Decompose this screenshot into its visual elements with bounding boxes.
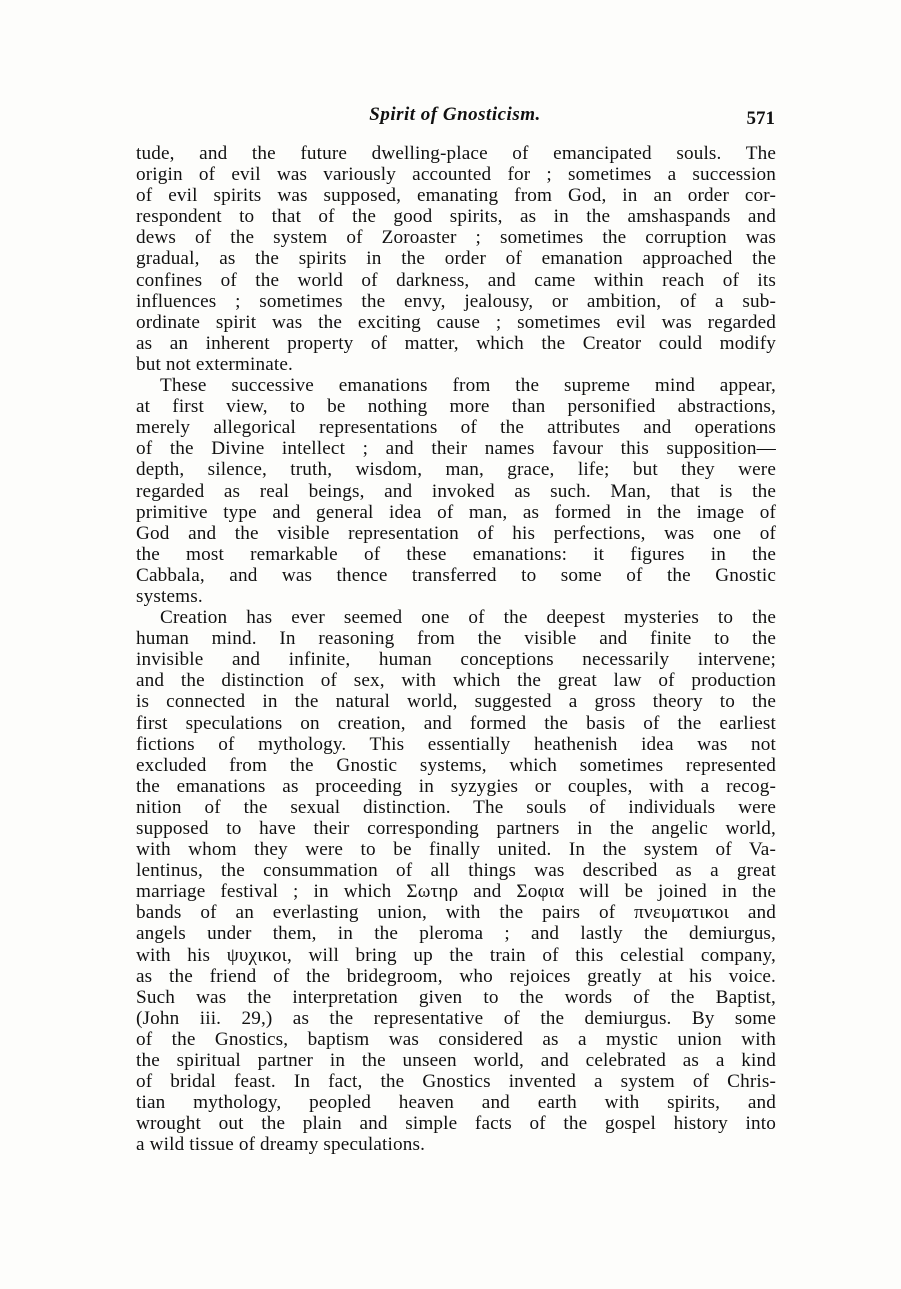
text-line: of evil spirits was supposed, emanating from God, in an order cor- bbox=[136, 185, 776, 207]
text-line: the most remarkable of these emanations: it figures in the bbox=[136, 543, 776, 565]
text-line: human mind. In reasoning from the visible and finite to the bbox=[136, 628, 776, 650]
text-line: influences ; sometimes the envy, jealousy, or ambition, of a sub- bbox=[136, 290, 776, 312]
text-line: nition of the sexual distinction. The souls of individuals were bbox=[136, 796, 776, 818]
text-line: first speculations on creation, and formed the basis of the earliest bbox=[136, 712, 776, 734]
text-line: as the friend of the bridegroom, who rejoices greatly at his voice. bbox=[136, 965, 776, 987]
text-line: ordinate spirit was the exciting cause ; sometimes evil was regarded bbox=[136, 311, 776, 333]
text-line: God and the visible representation of his perfections, was one of bbox=[136, 522, 776, 544]
text-line: at first view, to be nothing more than personified abstractions, bbox=[136, 396, 776, 418]
text-line: of the Gnostics, baptism was considered as a mystic union with bbox=[136, 1028, 776, 1050]
text-line: systems. bbox=[136, 585, 203, 607]
text-line: tian mythology, peopled heaven and earth with spirits, and bbox=[136, 1092, 776, 1114]
text-line: regarded as real beings, and invoked as such. Man, that is the bbox=[136, 480, 776, 502]
text-line: (John iii. 29,) as the representative of the demiurgus. By some bbox=[136, 1007, 776, 1029]
text-line: with whom they were to be finally united. In the system of Va- bbox=[136, 839, 776, 861]
text-line: and the distinction of sex, with which the great law of production bbox=[136, 670, 776, 692]
page-number: 571 bbox=[746, 108, 775, 129]
text-line: confines of the world of darkness, and came within reach of its bbox=[136, 269, 776, 291]
text-line: marriage festival ; in which Σωτηρ and Σοφια will be joined in the bbox=[136, 881, 776, 903]
text-line: These successive emanations from the supreme mind appear, bbox=[160, 375, 776, 397]
text-line: depth, silence, truth, wisdom, man, grace, life; but they were bbox=[136, 459, 776, 481]
paragraph bbox=[136, 143, 776, 375]
text-line: wrought out the plain and simple facts of the gospel history into bbox=[136, 1113, 776, 1135]
text-line: respondent to that of the good spirits, as in the amshaspands and bbox=[136, 206, 776, 228]
text-line: as an inherent property of matter, which the Creator could modify bbox=[136, 332, 776, 354]
running-head bbox=[135, 104, 775, 134]
text-line: angels under them, in the pleroma ; and lastly the demiurgus, bbox=[136, 923, 776, 945]
text-line: is connected in the natural world, suggested a gross theory to the bbox=[136, 691, 776, 713]
text-line: a wild tissue of dreamy speculations. bbox=[136, 1134, 426, 1156]
text-line: Creation has ever seemed one of the deepest mysteries to the bbox=[160, 607, 776, 629]
text-line: supposed to have their corresponding partners in the angelic world, bbox=[136, 818, 776, 839]
text-line: primitive type and general idea of man, as formed in the image of bbox=[136, 501, 776, 523]
text-line: the emanations as proceeding in syzygies or couples, with a recog- bbox=[136, 775, 776, 797]
text-line: lentinus, the consummation of all things was described as a great bbox=[136, 860, 776, 882]
running-title: Spirit of Gnosticism. bbox=[369, 104, 541, 125]
text-line: invisible and infinite, human conceptions necessarily intervene; bbox=[136, 649, 776, 671]
text-line: origin of evil was variously accounted for ; sometimes a succession bbox=[136, 164, 776, 186]
text-line: with his ψυχικοι, will bring up the train of this celestial company, bbox=[136, 944, 776, 966]
text-line: of bridal feast. In fact, the Gnostics invented a system of Chris- bbox=[136, 1071, 776, 1093]
text-line: merely allegorical representations of the attributes and operations bbox=[136, 417, 776, 439]
text-line: tude, and the future dwelling-place of emancipated souls. The bbox=[136, 143, 776, 164]
text-line: bands of an everlasting union, with the pairs of πνευματικοι and bbox=[136, 902, 776, 924]
paragraph bbox=[136, 375, 776, 607]
text-line: the spiritual partner in the unseen world, and celebrated as a kind bbox=[136, 1050, 776, 1072]
text-line: fictions of mythology. This essentially heathenish idea was not bbox=[136, 733, 776, 755]
text-line: excluded from the Gnostic systems, which sometimes represented bbox=[136, 754, 776, 776]
text-line: of the Divine intellect ; and their names favour this supposition— bbox=[136, 438, 776, 460]
text-line: gradual, as the spirits in the order of emanation approached the bbox=[136, 248, 776, 270]
paragraph bbox=[136, 607, 776, 1155]
text-line: Such was the interpretation given to the words of the Baptist, bbox=[136, 986, 776, 1008]
text-line: Cabbala, and was thence transferred to some of the Gnostic bbox=[136, 564, 776, 586]
text-line: dews of the system of Zoroaster ; sometimes the corruption was bbox=[136, 227, 776, 249]
body-text bbox=[136, 143, 776, 1156]
text-line: but not exterminate. bbox=[136, 353, 293, 375]
